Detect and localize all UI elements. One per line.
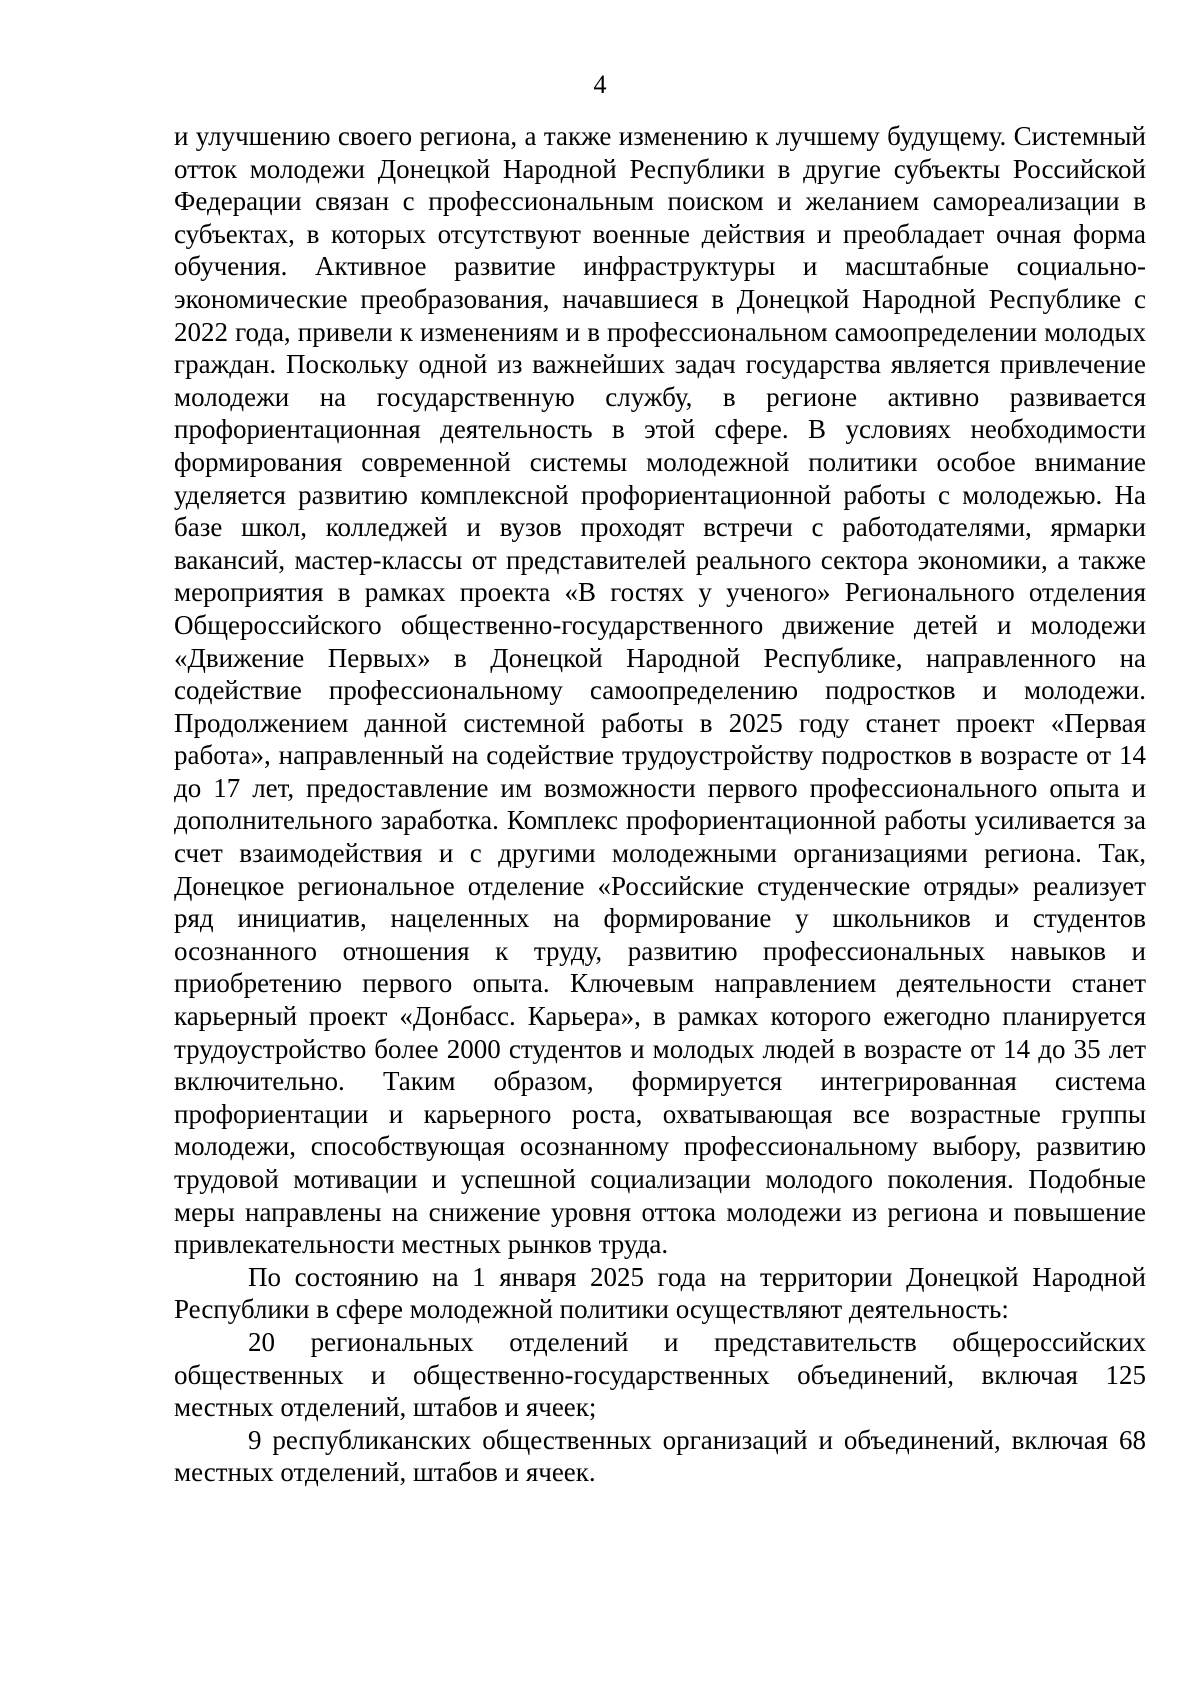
paragraph-youth-outflow: и улучшению своего региона, а также изменению к лучшему будущему. Системный отток молодежи Донецкой Народной Республики в другие субъекты Российской Федерации связан с профессиональным поиском и желанием самореализации в субъектах, в которых отсутствуют военные действия и преобладает очная форма обучения. Активное развитие инфраструктуры и масштабные социально-экономические преобразования, начавшиеся в Донецкой Народной Республике с 2022 года, привели к изменениям и в профессиональном самоопределении молодых граждан. Поскольку одной из важнейших задач государства является привлечение молодежи на государственную службу, в регионе активно развивается профориентационная деятельность в этой сфере. В условиях необходимости формирования современной системы молодежной политики особое внимание уделяется развитию комплексной профориентационной работы с молодежью. На базе школ, колледжей и вузов проходят встречи с работодателями, ярмарки вакансий, мастер-классы от представителей реального сектора экономики, а также мероприятия в рамках проекта «В гостях у ученого» Регионального отделения Общероссийского общественно-государственного движение детей и молодежи «Движение Первых» в Донецкой Народной Республике, направленного на содействие профессиональному самоопределению подростков и молодежи. Продолжением данной системной работы в 2025 году станет проект «Первая работа», направленный на содействие трудоустройству подростков в возрасте от 14 до 17 лет, предоставление им возможности первого профессионального опыта и дополнительного заработка. Комплекс профориентационной работы усиливается за счет взаимодействия и с другими молодежными организациями региона. Так, Донецкое региональное отделение «Российские студенческие отряды» реализует ряд инициатив, нацеленных на формирование у школьников и студентов осознанного отношения к труду, развитию профессиональных навыков и приобретению первого опыта. Ключевым направлением деятельности станет карьерный проект «Донбасс. Карьера», в рамках которого ежегодно планируется трудоустройство более 2000 студентов и молодых людей в возрасте от 14 до 35 лет включительно. Таким образом, формируется интегрированная система профориентации и карьерного роста, охватывающая все возрастные группы молодежи, способствующая осознанному профессиональному выбору, развитию трудовой мотивации и успешной социализации молодого поколения. Подобные меры направлены на снижение уровня оттока молодежи из региона и повышение привлекательности местных рынков труда. bbox=[174, 121, 1146, 1260]
list-item-regional-branches: 20 региональных отделений и представительств общероссийских общественных и общественно-государственных объединений, включая 125 местных отделений, штабов и ячеек; bbox=[174, 1326, 1146, 1423]
list-item-republican-organizations: 9 республиканских общественных организаций и объединений, включая 68 местных отделений, штабов и ячеек. bbox=[174, 1424, 1146, 1488]
paragraph-status-2025: По состоянию на 1 января 2025 года на территории Донецкой Народной Республики в сфере молодежной политики осуществляют деятельность: bbox=[174, 1261, 1146, 1325]
page-number: 4 bbox=[593, 70, 607, 99]
document-body bbox=[174, 120, 1146, 1489]
